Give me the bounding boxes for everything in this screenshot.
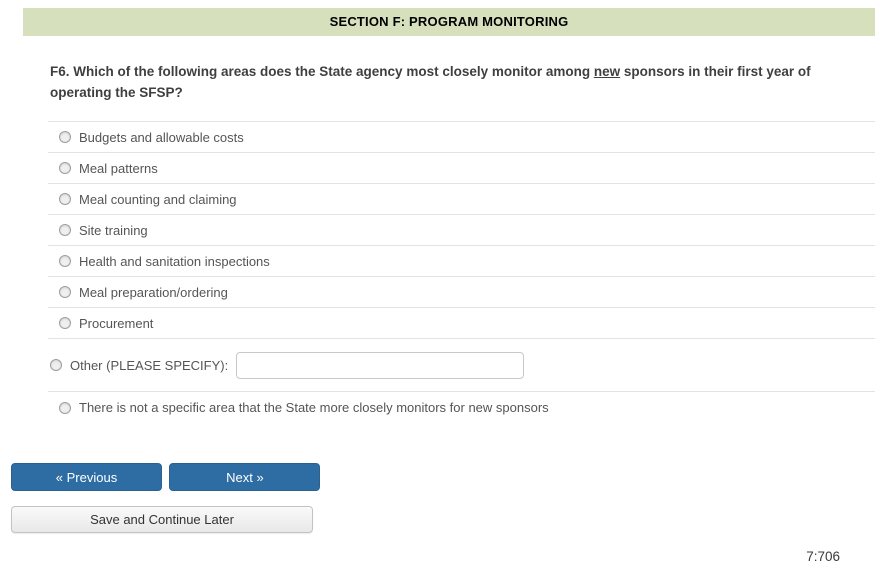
other-specify-input[interactable] (236, 352, 524, 379)
option-label: There is not a specific area that the State more closely monitors for new sponsors (79, 400, 549, 415)
save-continue-button[interactable]: Save and Continue Later (11, 506, 313, 533)
radio-site-training[interactable] (59, 224, 71, 236)
section-title: SECTION F: PROGRAM MONITORING (329, 14, 569, 29)
option-label: Meal preparation/ordering (79, 284, 228, 300)
next-button[interactable]: Next » (169, 463, 320, 491)
radio-health-sanitation[interactable] (59, 255, 71, 267)
radio-procurement[interactable] (59, 317, 71, 329)
question-underlined-word: new (593, 64, 621, 79)
other-option-label: Other (PLEASE SPECIFY): (70, 357, 229, 373)
nav-buttons (11, 463, 879, 491)
option-label: Meal counting and claiming (79, 191, 237, 207)
radio-no-specific-area[interactable] (59, 402, 71, 414)
section-header-bar (23, 8, 875, 36)
options-list (48, 121, 875, 423)
question-text (50, 61, 820, 103)
radio-meal-patterns[interactable] (59, 162, 71, 174)
option-row-site-training[interactable] (48, 214, 875, 245)
option-label: Health and sanitation inspections (79, 253, 270, 269)
option-label: Procurement (79, 315, 154, 331)
option-row-no-specific-area[interactable] (48, 391, 875, 423)
radio-meal-preparation[interactable] (59, 286, 71, 298)
radio-other[interactable] (50, 359, 62, 371)
option-row-health-sanitation[interactable] (48, 245, 875, 276)
previous-button[interactable]: « Previous (11, 463, 162, 491)
option-row-meal-preparation[interactable] (48, 276, 875, 307)
option-row-budgets[interactable] (48, 121, 875, 152)
option-row-meal-patterns[interactable] (48, 152, 875, 183)
question-text-before: F6. Which of the following areas does the State agency most closely monitor among (50, 64, 594, 79)
option-label: Site training (79, 222, 148, 238)
progress-counter: 7:706 (806, 549, 840, 564)
survey-page (0, 8, 879, 577)
option-label: Meal patterns (79, 160, 158, 176)
option-row-other[interactable] (48, 338, 875, 391)
option-row-procurement[interactable] (48, 307, 875, 338)
radio-meal-counting[interactable] (59, 193, 71, 205)
option-row-meal-counting[interactable] (48, 183, 875, 214)
question-text-after: sponsors in their first year of operating the SFSP? (50, 64, 811, 100)
option-label: Budgets and allowable costs (79, 129, 244, 145)
radio-budgets[interactable] (59, 131, 71, 143)
